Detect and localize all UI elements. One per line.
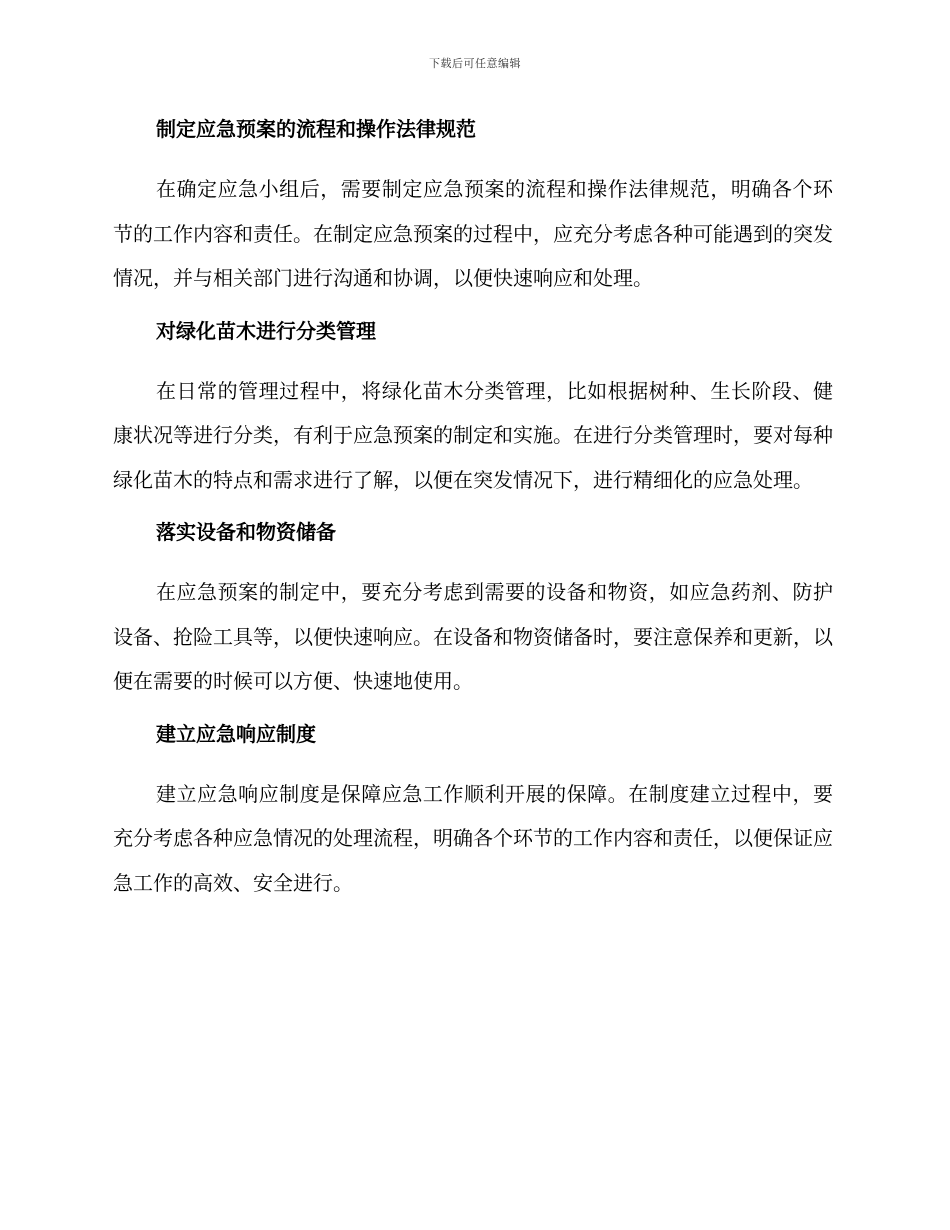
section-heading: 建立应急响应制度 <box>156 721 316 746</box>
section-emergency-response-system <box>113 717 833 906</box>
section-heading: 落实设备和物资储备 <box>156 520 336 544</box>
document-content <box>113 112 833 918</box>
section-heading: 制定应急预案的流程和操作法律规范 <box>156 117 476 141</box>
section-heading: 对绿化苗木进行分类管理 <box>156 318 376 343</box>
section-paragraph: 建立应急响应制度是保障应急工作顺利开展的保障。在制度建立过程中，要充分考虑各种应急情况的处理流程，明确各个环节的工作内容和责任，以便保证应急工作的高效、安全进行。 <box>113 781 833 895</box>
section-seedling-classification <box>113 314 833 503</box>
section-equipment-reserves <box>113 515 833 704</box>
section-paragraph: 在日常的管理过程中，将绿化苗木分类管理，比如根据树种、生长阶段、健康状况等进行分类，有利于应急预案的制定和实施。在进行分类管理时，要对每种绿化苗木的特点和需求进行了解，以便在突发情况下，进行精细化的应急处理。 <box>113 378 833 492</box>
header-note: 下载后可任意编辑 <box>429 57 521 70</box>
section-paragraph: 在应急预案的制定中，要充分考虑到需要的设备和物资，如应急药剂、防护设备、抢险工具等，以便快速响应。在设备和物资储备时，要注意保养和更新，以便在需要的时候可以方便、快速地使用。 <box>113 580 833 693</box>
section-emergency-plan-procedure <box>113 112 833 301</box>
section-paragraph: 在确定应急小组后，需要制定应急预案的流程和操作法律规范，明确各个环节的工作内容和责任。在制定应急预案的过程中，应充分考虑各种可能遇到的突发情况，并与相关部门进行沟通和协调，以便快速响应和处理。 <box>113 177 833 290</box>
